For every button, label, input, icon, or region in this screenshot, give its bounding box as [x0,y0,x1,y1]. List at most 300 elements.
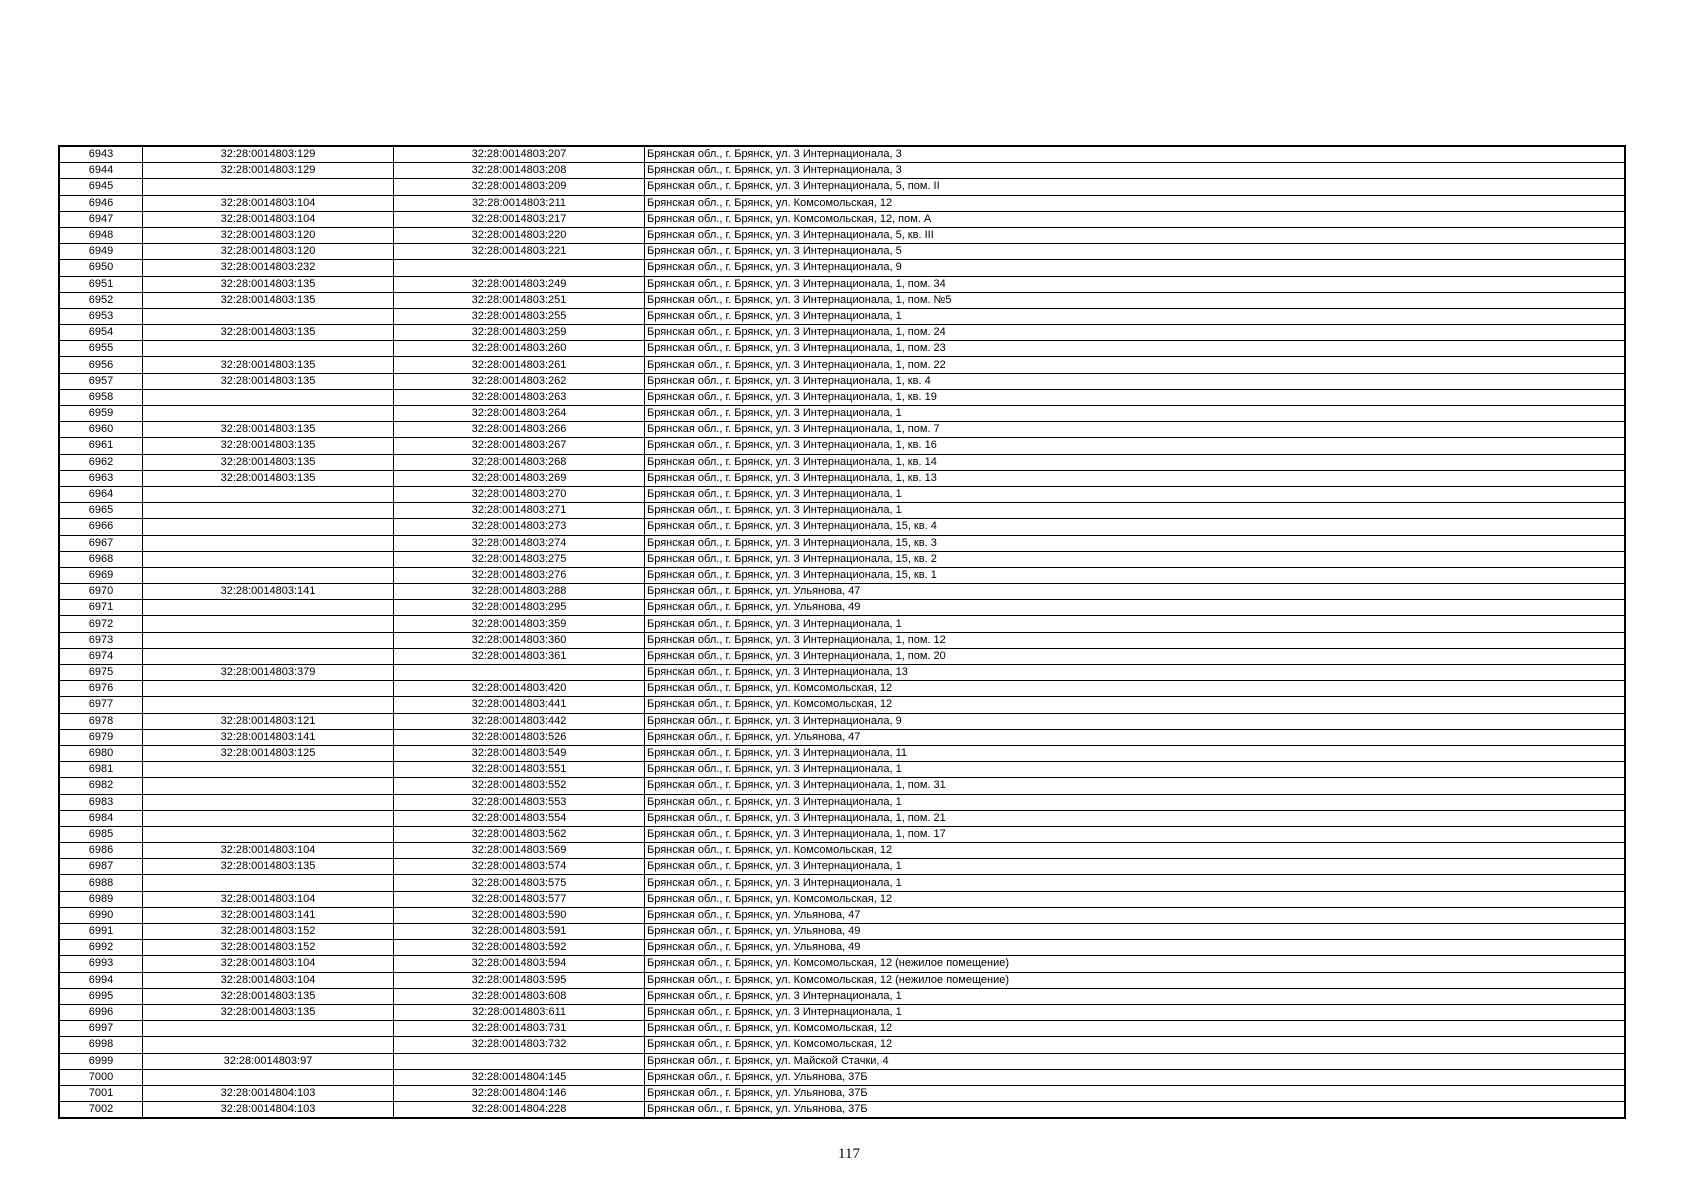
parent-cadastral-number-cell: 32:28:0014803:141 [143,584,394,600]
row-number-cell: 6974 [59,648,143,664]
table-row [59,567,1625,583]
parent-cadastral-number-cell [143,486,394,502]
parent-cadastral-number-cell [143,697,394,713]
address-cell: Брянская обл., г. Брянск, ул. Ульянова, 47 [645,729,1626,745]
table-row [59,826,1625,842]
parent-cadastral-number-cell: 32:28:0014803:135 [143,454,394,470]
row-number-cell: 6957 [59,373,143,389]
table-row [59,1053,1625,1069]
cadastral-number-cell: 32:28:0014803:264 [394,406,645,422]
table-row [59,276,1625,292]
cadastral-number-cell: 32:28:0014803:209 [394,179,645,195]
parent-cadastral-number-cell [143,648,394,664]
address-cell: Брянская обл., г. Брянск, ул. 3 Интернационала, 1, пом. 34 [645,276,1626,292]
table-row [59,940,1625,956]
cadastral-number-cell [394,665,645,681]
parent-cadastral-number-cell [143,875,394,891]
parent-cadastral-number-cell [143,632,394,648]
parent-cadastral-number-cell: 32:28:0014803:135 [143,357,394,373]
table-row [59,745,1625,761]
cadastral-number-cell [394,260,645,276]
parent-cadastral-number-cell: 32:28:0014803:135 [143,292,394,308]
row-number-cell: 6969 [59,567,143,583]
row-number-cell: 6963 [59,470,143,486]
cadastral-number-cell: 32:28:0014803:359 [394,616,645,632]
table-row [59,956,1625,972]
table-row [59,972,1625,988]
address-cell: Брянская обл., г. Брянск, ул. Майской Стачки, 4 [645,1053,1626,1069]
cadastral-number-cell: 32:28:0014803:271 [394,503,645,519]
address-cell: Брянская обл., г. Брянск, ул. Комсомольская, 12, пом. А [645,211,1626,227]
parent-cadastral-number-cell [143,406,394,422]
table-row [59,179,1625,195]
row-number-cell: 6953 [59,308,143,324]
row-number-cell: 6954 [59,325,143,341]
row-number-cell: 6960 [59,422,143,438]
address-cell: Брянская обл., г. Брянск, ул. 3 Интернационала, 1, кв. 16 [645,438,1626,454]
row-number-cell: 6983 [59,794,143,810]
address-cell: Брянская обл., г. Брянск, ул. 3 Интернационала, 1 [645,308,1626,324]
cadastral-number-cell: 32:28:0014803:552 [394,778,645,794]
table-row [59,211,1625,227]
cadastral-number-cell: 32:28:0014803:274 [394,535,645,551]
cadastral-number-cell: 32:28:0014803:577 [394,891,645,907]
parent-cadastral-number-cell: 32:28:0014803:97 [143,1053,394,1069]
table-row [59,341,1625,357]
parent-cadastral-number-cell [143,389,394,405]
row-number-cell: 6986 [59,843,143,859]
address-cell: Брянская обл., г. Брянск, ул. Ульянова, 49 [645,600,1626,616]
parent-cadastral-number-cell: 32:28:0014803:135 [143,470,394,486]
row-number-cell: 6984 [59,810,143,826]
parent-cadastral-number-cell: 32:28:0014803:104 [143,843,394,859]
parent-cadastral-number-cell [143,1037,394,1053]
address-cell: Брянская обл., г. Брянск, ул. 3 Интернационала, 1, пом. 21 [645,810,1626,826]
cadastral-number-cell: 32:28:0014803:251 [394,292,645,308]
address-cell: Брянская обл., г. Брянск, ул. Комсомольская, 12 (нежилое помещение) [645,972,1626,988]
table-row [59,486,1625,502]
parent-cadastral-number-cell: 32:28:0014803:135 [143,373,394,389]
row-number-cell: 6947 [59,211,143,227]
row-number-cell: 6988 [59,875,143,891]
row-number-cell: 6966 [59,519,143,535]
cadastral-number-cell: 32:28:0014803:360 [394,632,645,648]
address-cell: Брянская обл., г. Брянск, ул. 3 Интернационала, 1, пом. 7 [645,422,1626,438]
table-row [59,357,1625,373]
address-cell: Брянская обл., г. Брянск, ул. Комсомольская, 12 [645,1021,1626,1037]
address-cell: Брянская обл., г. Брянск, ул. 3 Интернационала, 1 [645,1004,1626,1020]
address-cell: Брянская обл., г. Брянск, ул. 3 Интернационала, 1 [645,794,1626,810]
table-row [59,163,1625,179]
parent-cadastral-number-cell [143,1069,394,1085]
row-number-cell: 6987 [59,859,143,875]
table-row [59,551,1625,567]
row-number-cell: 6997 [59,1021,143,1037]
parent-cadastral-number-cell: 32:28:0014803:120 [143,244,394,260]
address-cell: Брянская обл., г. Брянск, ул. 3 Интернационала, 1, пом. 23 [645,341,1626,357]
cadastral-number-cell: 32:28:0014803:732 [394,1037,645,1053]
address-cell: Брянская обл., г. Брянск, ул. Комсомольская, 12 [645,843,1626,859]
parent-cadastral-number-cell: 32:28:0014803:129 [143,163,394,179]
parent-cadastral-number-cell [143,179,394,195]
cadastral-number-cell: 32:28:0014803:575 [394,875,645,891]
row-number-cell: 6989 [59,891,143,907]
row-number-cell: 6990 [59,907,143,923]
cadastral-number-cell: 32:28:0014803:608 [394,988,645,1004]
row-number-cell: 6998 [59,1037,143,1053]
cadastral-number-cell: 32:28:0014803:549 [394,745,645,761]
cadastral-number-cell: 32:28:0014803:526 [394,729,645,745]
parent-cadastral-number-cell: 32:28:0014803:232 [143,260,394,276]
row-number-cell: 7001 [59,1085,143,1101]
address-cell: Брянская обл., г. Брянск, ул. Ульянова, 37Б [645,1069,1626,1085]
table-row [59,1021,1625,1037]
address-cell: Брянская обл., г. Брянск, ул. 3 Интернационала, 1 [645,406,1626,422]
table-row [59,325,1625,341]
registry-table-body [59,146,1625,1118]
parent-cadastral-number-cell: 32:28:0014804:103 [143,1085,394,1101]
row-number-cell: 6952 [59,292,143,308]
row-number-cell: 6991 [59,924,143,940]
table-row [59,454,1625,470]
address-cell: Брянская обл., г. Брянск, ул. 3 Интернационала, 1, кв. 19 [645,389,1626,405]
table-row [59,292,1625,308]
parent-cadastral-number-cell: 32:28:0014803:121 [143,713,394,729]
table-row [59,260,1625,276]
table-row [59,762,1625,778]
cadastral-number-cell: 32:28:0014803:553 [394,794,645,810]
parent-cadastral-number-cell: 32:28:0014804:103 [143,1102,394,1119]
address-cell: Брянская обл., г. Брянск, ул. Комсомольская, 12 [645,891,1626,907]
table-row [59,1037,1625,1053]
parent-cadastral-number-cell [143,762,394,778]
row-number-cell: 6946 [59,195,143,211]
address-cell: Брянская обл., г. Брянск, ул. 3 Интернационала, 5, пом. II [645,179,1626,195]
table-row [59,373,1625,389]
address-cell: Брянская обл., г. Брянск, ул. Ульянова, 47 [645,584,1626,600]
parent-cadastral-number-cell: 32:28:0014803:135 [143,325,394,341]
table-row [59,665,1625,681]
table-row [59,697,1625,713]
cadastral-number-cell: 32:28:0014803:263 [394,389,645,405]
table-row [59,1004,1625,1020]
parent-cadastral-number-cell: 32:28:0014803:152 [143,940,394,956]
cadastral-number-cell: 32:28:0014803:288 [394,584,645,600]
table-row [59,843,1625,859]
row-number-cell: 6950 [59,260,143,276]
parent-cadastral-number-cell [143,1021,394,1037]
address-cell: Брянская обл., г. Брянск, ул. 3 Интернационала, 1, кв. 13 [645,470,1626,486]
address-cell: Брянская обл., г. Брянск, ул. Комсомольская, 12 (нежилое помещение) [645,956,1626,972]
address-cell: Брянская обл., г. Брянск, ул. 3 Интернационала, 13 [645,665,1626,681]
parent-cadastral-number-cell: 32:28:0014803:104 [143,972,394,988]
table-row [59,470,1625,486]
parent-cadastral-number-cell: 32:28:0014803:141 [143,907,394,923]
row-number-cell: 6996 [59,1004,143,1020]
table-row [59,503,1625,519]
row-number-cell: 6975 [59,665,143,681]
parent-cadastral-number-cell [143,681,394,697]
address-cell: Брянская обл., г. Брянск, ул. 3 Интернационала, 3 [645,163,1626,179]
table-row [59,406,1625,422]
parent-cadastral-number-cell: 32:28:0014803:135 [143,859,394,875]
row-number-cell: 7002 [59,1102,143,1119]
cadastral-number-cell: 32:28:0014803:551 [394,762,645,778]
address-cell: Брянская обл., г. Брянск, ул. Ульянова, 37Б [645,1085,1626,1101]
address-cell: Брянская обл., г. Брянск, ул. 3 Интернационала, 15, кв. 3 [645,535,1626,551]
table-row [59,729,1625,745]
cadastral-number-cell: 32:28:0014803:275 [394,551,645,567]
row-number-cell: 6993 [59,956,143,972]
address-cell: Брянская обл., г. Брянск, ул. 3 Интернационала, 15, кв. 4 [645,519,1626,535]
table-row [59,438,1625,454]
parent-cadastral-number-cell: 32:28:0014803:135 [143,1004,394,1020]
cadastral-number-cell: 32:28:0014803:420 [394,681,645,697]
parent-cadastral-number-cell [143,810,394,826]
cadastral-number-cell: 32:28:0014803:261 [394,357,645,373]
row-number-cell: 6972 [59,616,143,632]
table-row [59,616,1625,632]
row-number-cell: 6980 [59,745,143,761]
address-cell: Брянская обл., г. Брянск, ул. 3 Интернационала, 5, кв. III [645,227,1626,243]
cadastral-number-cell: 32:28:0014803:554 [394,810,645,826]
row-number-cell: 6976 [59,681,143,697]
page-number: 117 [838,1146,860,1162]
table-row [59,389,1625,405]
cadastral-number-cell: 32:28:0014803:255 [394,308,645,324]
parent-cadastral-number-cell [143,567,394,583]
parent-cadastral-number-cell: 32:28:0014803:104 [143,891,394,907]
cadastral-number-cell: 32:28:0014803:270 [394,486,645,502]
row-number-cell: 6968 [59,551,143,567]
cadastral-number-cell: 32:28:0014803:361 [394,648,645,664]
table-row [59,422,1625,438]
row-number-cell: 6951 [59,276,143,292]
parent-cadastral-number-cell [143,794,394,810]
table-row [59,778,1625,794]
row-number-cell: 6992 [59,940,143,956]
row-number-cell: 6970 [59,584,143,600]
table-row [59,535,1625,551]
parent-cadastral-number-cell [143,535,394,551]
cadastral-number-cell: 32:28:0014803:594 [394,956,645,972]
address-cell: Брянская обл., г. Брянск, ул. Ульянова, 47 [645,907,1626,923]
cadastral-number-cell: 32:28:0014804:145 [394,1069,645,1085]
parent-cadastral-number-cell [143,308,394,324]
table-row [59,713,1625,729]
parent-cadastral-number-cell: 32:28:0014803:135 [143,988,394,1004]
cadastral-number-cell: 32:28:0014803:221 [394,244,645,260]
address-cell: Брянская обл., г. Брянск, ул. 3 Интернационала, 1, пом. №5 [645,292,1626,308]
parent-cadastral-number-cell: 32:28:0014803:135 [143,276,394,292]
row-number-cell: 6981 [59,762,143,778]
cadastral-number-cell: 32:28:0014803:562 [394,826,645,842]
table-row [59,244,1625,260]
cadastral-number-cell: 32:28:0014803:592 [394,940,645,956]
cadastral-number-cell: 32:28:0014803:217 [394,211,645,227]
address-cell: Брянская обл., г. Брянск, ул. Ульянова, 49 [645,924,1626,940]
cadastral-number-cell: 32:28:0014803:249 [394,276,645,292]
row-number-cell: 6943 [59,146,143,163]
address-cell: Брянская обл., г. Брянск, ул. 3 Интернационала, 11 [645,745,1626,761]
cadastral-number-cell: 32:28:0014803:574 [394,859,645,875]
cadastral-number-cell: 32:28:0014803:595 [394,972,645,988]
address-cell: Брянская обл., г. Брянск, ул. 3 Интернационала, 3 [645,146,1626,163]
parent-cadastral-number-cell: 32:28:0014803:135 [143,422,394,438]
address-cell: Брянская обл., г. Брянск, ул. 3 Интернационала, 1 [645,616,1626,632]
table-row [59,1102,1625,1119]
address-cell: Брянская обл., г. Брянск, ул. 3 Интернационала, 1 [645,503,1626,519]
cadastral-number-cell: 32:28:0014803:590 [394,907,645,923]
cadastral-number-cell: 32:28:0014803:276 [394,567,645,583]
parent-cadastral-number-cell [143,341,394,357]
table-row [59,891,1625,907]
address-cell: Брянская обл., г. Брянск, ул. 3 Интернационала, 1, пом. 31 [645,778,1626,794]
row-number-cell: 6944 [59,163,143,179]
cadastral-number-cell: 32:28:0014803:220 [394,227,645,243]
row-number-cell: 6971 [59,600,143,616]
row-number-cell: 6973 [59,632,143,648]
row-number-cell: 6948 [59,227,143,243]
cadastral-number-cell: 32:28:0014804:146 [394,1085,645,1101]
row-number-cell: 6945 [59,179,143,195]
row-number-cell: 6995 [59,988,143,1004]
address-cell: Брянская обл., г. Брянск, ул. Комсомольская, 12 [645,697,1626,713]
table-row [59,1085,1625,1101]
parent-cadastral-number-cell [143,616,394,632]
row-number-cell: 6955 [59,341,143,357]
row-number-cell: 6964 [59,486,143,502]
parent-cadastral-number-cell [143,600,394,616]
address-cell: Брянская обл., г. Брянск, ул. 3 Интернационала, 1 [645,762,1626,778]
parent-cadastral-number-cell: 32:28:0014803:152 [143,924,394,940]
cadastral-number-cell: 32:28:0014803:731 [394,1021,645,1037]
cadastral-number-cell: 32:28:0014803:207 [394,146,645,163]
row-number-cell: 6956 [59,357,143,373]
table-row [59,859,1625,875]
table-row [59,308,1625,324]
parent-cadastral-number-cell: 32:28:0014803:141 [143,729,394,745]
table-row [59,907,1625,923]
address-cell: Брянская обл., г. Брянск, ул. 3 Интернационала, 1, пом. 12 [645,632,1626,648]
row-number-cell: 6961 [59,438,143,454]
table-row [59,227,1625,243]
address-cell: Брянская обл., г. Брянск, ул. 3 Интернационала, 1, кв. 4 [645,373,1626,389]
address-cell: Брянская обл., г. Брянск, ул. Комсомольская, 12 [645,195,1626,211]
parent-cadastral-number-cell: 32:28:0014803:104 [143,211,394,227]
row-number-cell: 6978 [59,713,143,729]
parent-cadastral-number-cell: 32:28:0014803:125 [143,745,394,761]
parent-cadastral-number-cell [143,778,394,794]
cadastral-number-cell: 32:28:0014803:266 [394,422,645,438]
cadastral-number-cell [394,1053,645,1069]
address-cell: Брянская обл., г. Брянск, ул. Ульянова, 37Б [645,1102,1626,1119]
parent-cadastral-number-cell [143,551,394,567]
parent-cadastral-number-cell: 32:28:0014803:129 [143,146,394,163]
registry-table [58,145,1626,1119]
cadastral-number-cell: 32:28:0014803:262 [394,373,645,389]
address-cell: Брянская обл., г. Брянск, ул. 3 Интернационала, 1 [645,875,1626,891]
table-row [59,681,1625,697]
table-row [59,519,1625,535]
address-cell: Брянская обл., г. Брянск, ул. 3 Интернационала, 1, пом. 24 [645,325,1626,341]
parent-cadastral-number-cell: 32:28:0014803:104 [143,195,394,211]
parent-cadastral-number-cell: 32:28:0014803:104 [143,956,394,972]
row-number-cell: 6994 [59,972,143,988]
cadastral-number-cell: 32:28:0014803:208 [394,163,645,179]
address-cell: Брянская обл., г. Брянск, ул. 3 Интернационала, 1 [645,859,1626,875]
table-row [59,988,1625,1004]
row-number-cell: 6965 [59,503,143,519]
address-cell: Брянская обл., г. Брянск, ул. 3 Интернационала, 9 [645,260,1626,276]
address-cell: Брянская обл., г. Брянск, ул. 3 Интернационала, 1, пом. 22 [645,357,1626,373]
address-cell: Брянская обл., г. Брянск, ул. 3 Интернационала, 1, пом. 20 [645,648,1626,664]
row-number-cell: 6962 [59,454,143,470]
table-row [59,195,1625,211]
address-cell: Брянская обл., г. Брянск, ул. 3 Интернационала, 5 [645,244,1626,260]
cadastral-number-cell: 32:28:0014803:267 [394,438,645,454]
parent-cadastral-number-cell [143,503,394,519]
cadastral-number-cell: 32:28:0014803:211 [394,195,645,211]
cadastral-number-cell: 32:28:0014803:273 [394,519,645,535]
table-row [59,584,1625,600]
row-number-cell: 6949 [59,244,143,260]
parent-cadastral-number-cell [143,826,394,842]
row-number-cell: 6967 [59,535,143,551]
table-row [59,810,1625,826]
table-row [59,600,1625,616]
cadastral-number-cell: 32:28:0014803:442 [394,713,645,729]
row-number-cell: 6959 [59,406,143,422]
cadastral-number-cell: 32:28:0014803:591 [394,924,645,940]
address-cell: Брянская обл., г. Брянск, ул. 3 Интернационала, 1 [645,988,1626,1004]
address-cell: Брянская обл., г. Брянск, ул. 3 Интернационала, 15, кв. 2 [645,551,1626,567]
cadastral-number-cell: 32:28:0014803:260 [394,341,645,357]
row-number-cell: 6979 [59,729,143,745]
table-row [59,632,1625,648]
row-number-cell: 6985 [59,826,143,842]
cadastral-number-cell: 32:28:0014804:228 [394,1102,645,1119]
table-row [59,648,1625,664]
cadastral-number-cell: 32:28:0014803:441 [394,697,645,713]
address-cell: Брянская обл., г. Брянск, ул. Комсомольская, 12 [645,681,1626,697]
address-cell: Брянская обл., г. Брянск, ул. 3 Интернационала, 1, пом. 17 [645,826,1626,842]
address-cell: Брянская обл., г. Брянск, ул. 3 Интернационала, 1, кв. 14 [645,454,1626,470]
cadastral-number-cell: 32:28:0014803:295 [394,600,645,616]
address-cell: Брянская обл., г. Брянск, ул. 3 Интернационала, 1 [645,486,1626,502]
row-number-cell: 6977 [59,697,143,713]
parent-cadastral-number-cell: 32:28:0014803:135 [143,438,394,454]
address-cell: Брянская обл., г. Брянск, ул. 3 Интернационала, 15, кв. 1 [645,567,1626,583]
table-row [59,875,1625,891]
row-number-cell: 7000 [59,1069,143,1085]
cadastral-number-cell: 32:28:0014803:259 [394,325,645,341]
cadastral-number-cell: 32:28:0014803:611 [394,1004,645,1020]
address-cell: Брянская обл., г. Брянск, ул. Комсомольская, 12 [645,1037,1626,1053]
parent-cadastral-number-cell: 32:28:0014803:120 [143,227,394,243]
table-row [59,146,1625,163]
row-number-cell: 6982 [59,778,143,794]
address-cell: Брянская обл., г. Брянск, ул. Ульянова, 49 [645,940,1626,956]
row-number-cell: 6999 [59,1053,143,1069]
table-row [59,794,1625,810]
cadastral-number-cell: 32:28:0014803:269 [394,470,645,486]
parent-cadastral-number-cell [143,519,394,535]
cadastral-number-cell: 32:28:0014803:569 [394,843,645,859]
parent-cadastral-number-cell: 32:28:0014803:379 [143,665,394,681]
row-number-cell: 6958 [59,389,143,405]
table-row [59,1069,1625,1085]
